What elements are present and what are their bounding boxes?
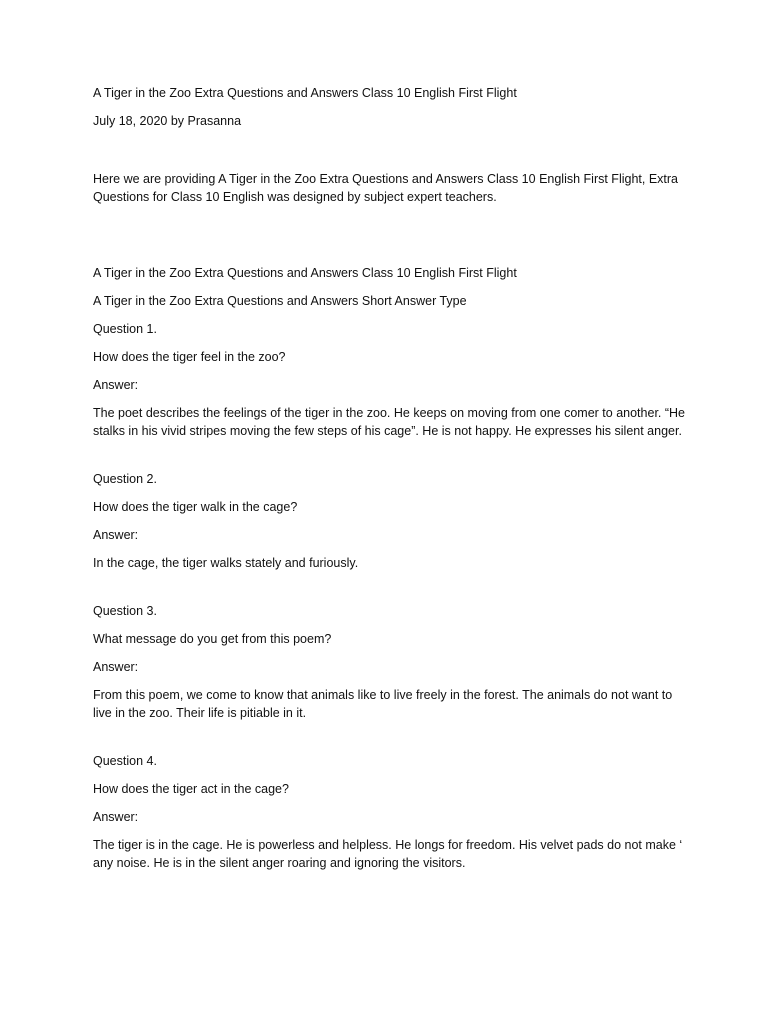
- question-label: Question 1.: [93, 322, 157, 336]
- answer-label: Answer:: [93, 810, 139, 824]
- answer-text: From this poem, we come to know that animals like to live freely in the forest. The animals do not want to live in the zoo. Their life is pitiable in it.: [93, 688, 673, 720]
- question-text: How does the tiger act in the cage?: [93, 782, 289, 796]
- document-page: [93, 84, 693, 872]
- answer-label: Answer:: [93, 528, 139, 542]
- document-title: A Tiger in the Zoo Extra Questions and Answers Class 10 English First Flight: [93, 86, 517, 100]
- answer-label: Answer:: [93, 378, 139, 392]
- section-heading: A Tiger in the Zoo Extra Questions and Answers Class 10 English First Flight: [93, 266, 517, 280]
- question-block: [93, 320, 693, 440]
- question-text: How does the tiger feel in the zoo?: [93, 350, 286, 364]
- question-label: Question 2.: [93, 472, 157, 486]
- document-byline: July 18, 2020 by Prasanna: [93, 114, 242, 128]
- question-block: [93, 752, 693, 872]
- question-label: Question 4.: [93, 754, 157, 768]
- answer-text: The poet describes the feelings of the tiger in the zoo. He keeps on moving from one comer to another. “He stalks in his vivid stripes moving the few steps of his cage”. He is not happy. He expresses his silent anger.: [93, 406, 685, 438]
- subsection-heading: A Tiger in the Zoo Extra Questions and Answers Short Answer Type: [93, 294, 467, 308]
- question-text: How does the tiger walk in the cage?: [93, 500, 298, 514]
- question-text: What message do you get from this poem?: [93, 632, 332, 646]
- question-block: [93, 602, 693, 722]
- question-label: Question 3.: [93, 604, 157, 618]
- question-block: [93, 470, 693, 572]
- intro-paragraph: Here we are providing A Tiger in the Zoo Extra Questions and Answers Class 10 English First Flight, Extra Questions for Class 10 English was designed by subject expert teachers.: [93, 172, 678, 204]
- answer-text: In the cage, the tiger walks stately and furiously.: [93, 556, 359, 570]
- answer-label: Answer:: [93, 660, 139, 674]
- answer-text: The tiger is in the cage. He is powerless and helpless. He longs for freedom. His velvet pads do not make ‘ any noise. He is in the silent anger roaring and ignoring the visitors.: [93, 838, 683, 870]
